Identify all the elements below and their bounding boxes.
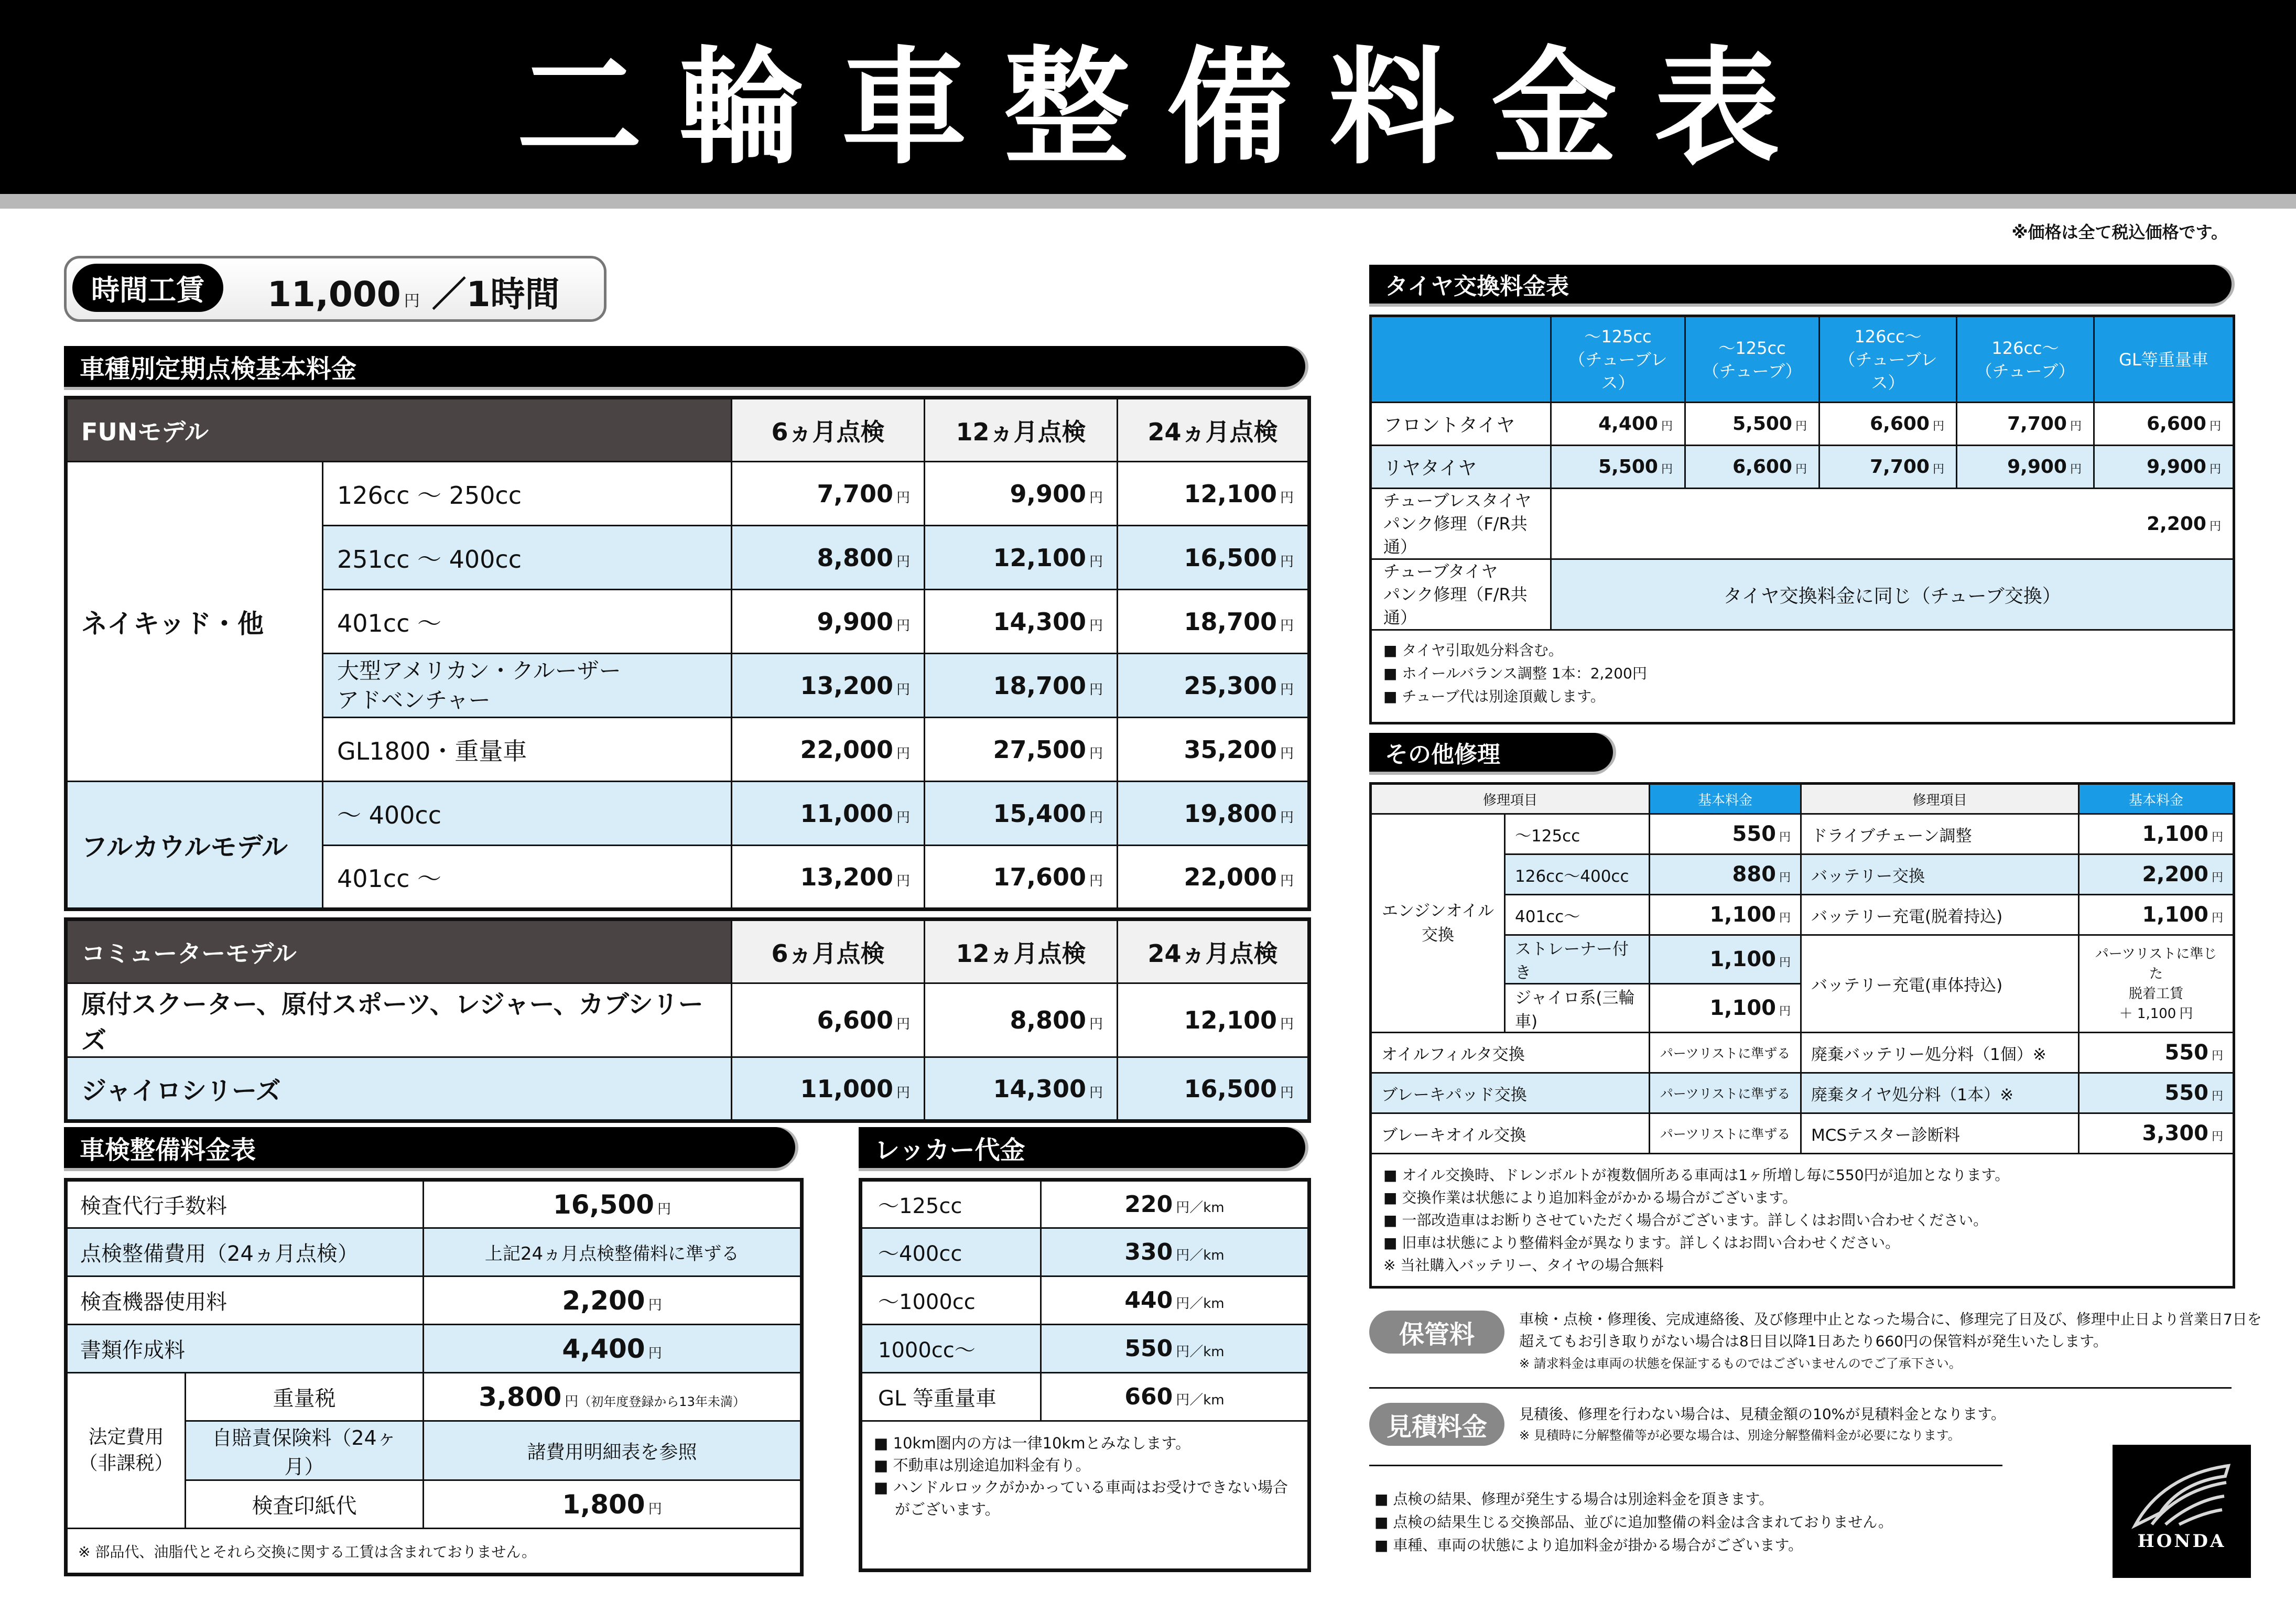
price-cell: 1,100 円 <box>1650 895 1801 935</box>
price-cell: 13,200 円 <box>732 654 925 718</box>
price-cell: 8,800 円 <box>925 983 1118 1057</box>
other-repair-table <box>1369 782 2235 1289</box>
row-label: ～ 400cc <box>323 782 732 846</box>
row-label: チューブレスタイヤ パンク修理（F/R共通） <box>1371 489 1551 559</box>
price-cell: 1,800 円 <box>424 1480 802 1529</box>
price-cell: 2,200 円 <box>2079 854 2234 895</box>
row-label: ブレーキパッド交換 <box>1371 1073 1650 1113</box>
price-cell: 25,300 円 <box>1118 654 1309 718</box>
row-label: チューブタイヤ パンク修理（F/R共通） <box>1371 559 1551 630</box>
row-label: 大型アメリカン・クルーザー アドベンチャー <box>323 654 732 718</box>
labor-rate-price <box>267 266 560 316</box>
towing-notes <box>861 1421 1309 1571</box>
col-6-month: 6ヵ月点検 <box>732 919 925 983</box>
note-line: ※ 見積時に分解整備等が必要な場合は、別途分解整備料金が必要になります。 <box>1519 1428 1961 1443</box>
row-label: 126cc ～ 250cc <box>323 462 732 526</box>
other-notes <box>1371 1154 2234 1287</box>
price-cell: 16,500 円 <box>1118 526 1309 590</box>
tire-col: GL等重量車 <box>2094 316 2234 403</box>
row-label: ～1000cc <box>861 1276 1041 1325</box>
price-cell: 19,800 円 <box>1118 782 1309 846</box>
legal-fees-label: 法定費用 （非課税） <box>66 1373 186 1529</box>
commuter-model-header: コミューターモデル <box>66 919 732 983</box>
commuter-model-table <box>64 917 1311 1123</box>
note-line: ■ チューブ代は別途頂戴します。 <box>1383 688 1605 705</box>
estimate-fee-text <box>1519 1404 2006 1446</box>
note-line: ■ ハンドルロックがかかっている車両はお受けできない場合 <box>874 1478 1288 1496</box>
col-24-month: 24ヵ月点検 <box>1118 919 1309 983</box>
row-label: オイルフィルタ交換 <box>1371 1033 1650 1073</box>
row-label: バッテリー充電(脱着持込) <box>1801 895 2079 935</box>
row-label: 401cc ～ <box>323 846 732 910</box>
price-cell: 6,600 円 <box>2094 403 2234 446</box>
row-label: 251cc ～ 400cc <box>323 526 732 590</box>
col-item: 修理項目 <box>1801 784 2079 814</box>
tire-notes <box>1371 630 2234 723</box>
row-label: 126cc～400cc <box>1505 854 1650 895</box>
price-cell: 13,200 円 <box>732 846 925 910</box>
price-cell: 2,200 円 <box>424 1276 802 1325</box>
page-title: 二輪車整備料金表 <box>516 34 1816 181</box>
inspection-table <box>64 1178 804 1576</box>
col-12-month: 12ヵ月点検 <box>925 398 1118 462</box>
row-label: バッテリー交換 <box>1801 854 2079 895</box>
row-label: バッテリー充電(車体持込) <box>1801 935 2079 1033</box>
note-line: ■ 不動車は別途追加料金有り。 <box>874 1456 1091 1474</box>
row-label: ～125cc <box>1505 814 1650 854</box>
note-line: 見積後、修理を行わない場合は、見積金額の10%が見積料金となります。 <box>1519 1405 2006 1423</box>
price-cell: 12,100 円 <box>1118 983 1309 1057</box>
divider <box>1369 1465 2002 1466</box>
row-label: 自賠責保険料（24ヶ月） <box>186 1421 424 1480</box>
price-cell: 11,000 円 <box>732 782 925 846</box>
tire-table <box>1369 315 2235 724</box>
note-line: ■ 交換作業は状態により追加料金がかかる場合がございます。 <box>1383 1189 1797 1206</box>
price-cell: 18,700 円 <box>925 654 1118 718</box>
yen-mark: 円 <box>404 292 420 310</box>
col-price: 基本料金 <box>2079 784 2234 814</box>
tire-corner <box>1371 316 1551 403</box>
price-cell: 5,500 円 <box>1685 403 1820 446</box>
price-cell: 220 円／km <box>1041 1180 1309 1228</box>
price-cell: 6,600 円 <box>1820 403 1957 446</box>
price-cell: 7,700 円 <box>732 462 925 526</box>
price-cell: 550 円 <box>1650 814 1801 854</box>
price-cell: 7,700 円 <box>1957 403 2094 446</box>
tax-note: ※価格は全て税込価格です。 <box>2011 222 2228 242</box>
engine-oil-label: エンジンオイル 交換 <box>1371 814 1505 1033</box>
price-cell: 12,100 円 <box>925 526 1118 590</box>
group-full-cowl: フルカウルモデル <box>66 782 323 910</box>
note-line: ■ 旧車は状態により整備料金が異なります。詳しくはお問い合わせください。 <box>1383 1234 1900 1251</box>
price-cell: 5,500 円 <box>1551 446 1685 489</box>
note-line: ※ 請求料金は車両の状態を保証するものではございませんのでご了承下さい。 <box>1519 1356 1962 1371</box>
row-label: ～125cc <box>861 1180 1041 1228</box>
row-label: MCSテスター診断料 <box>1801 1113 2079 1154</box>
tire-section-title: タイヤ交換料金表 <box>1369 265 2232 304</box>
price-cell: 1,100 円 <box>1650 935 1801 984</box>
col-price: 基本料金 <box>1650 784 1801 814</box>
header-strip <box>0 194 2296 209</box>
price-cell: 9,900 円 <box>1957 446 2094 489</box>
price-cell: 12,100 円 <box>1118 462 1309 526</box>
honda-wing-icon <box>2131 1463 2233 1531</box>
tire-col: ～125cc （チューブレス） <box>1551 316 1685 403</box>
row-label: ～400cc <box>861 1228 1041 1276</box>
storage-fee-text <box>1519 1308 2262 1375</box>
price-cell: 35,200 円 <box>1118 718 1309 782</box>
note-line: ■ 10km圏内の方は一律10kmとみなします。 <box>874 1434 1191 1452</box>
price-text: パーツリストに準じた 脱着工賃 ＋ 1,100 円 <box>2079 935 2234 1033</box>
price-cell: 7,700 円 <box>1820 446 1957 489</box>
price-cell: 2,200 円 <box>1551 489 2234 559</box>
row-label: 廃棄タイヤ処分料（1本）※ <box>1801 1073 2079 1113</box>
note-line: ■ 点検の結果、修理が発生する場合は別途料金を頂きます。 <box>1374 1490 1774 1508</box>
note-line: ■ 一部改造車はお断りさせていただく場合がございます。詳しくはお問い合わせください。 <box>1383 1211 1988 1229</box>
row-label: 重量税 <box>186 1373 424 1421</box>
note-line: ■ ホイールバランス調整 1本：2,200円 <box>1383 665 1647 682</box>
price-cell: 22,000 円 <box>1118 846 1309 910</box>
price-cell: 550 円 <box>2079 1033 2234 1073</box>
price-cell: 4,400 円 <box>424 1325 802 1373</box>
storage-fee-tag: 保管料 <box>1369 1311 1504 1354</box>
price-cell: 1,100 円 <box>1650 984 1801 1033</box>
fun-model-table <box>64 396 1311 911</box>
price-cell: 660 円／km <box>1041 1373 1309 1421</box>
note-line: ■ オイル交換時、ドレンボルトが複数個所ある車両は1ヶ所増し毎に550円が追加となります。 <box>1383 1166 2010 1184</box>
fun-model-header: FUNモデル <box>66 398 732 462</box>
price-cell: 440 円／km <box>1041 1276 1309 1325</box>
divider <box>1369 1387 2232 1389</box>
final-notes <box>1374 1488 1893 1557</box>
labor-price-unit: ／1時間 <box>431 274 560 315</box>
row-label: 点検整備費用（24ヵ月点検） <box>66 1228 424 1276</box>
row-label: 検査代行手数料 <box>66 1180 424 1228</box>
col-item: 修理項目 <box>1371 784 1650 814</box>
col-6-month: 6ヵ月点検 <box>732 398 925 462</box>
row-label: 401cc ～ <box>323 590 732 654</box>
price-cell: 9,900 円 <box>925 462 1118 526</box>
row-label: フロントタイヤ <box>1371 403 1551 446</box>
note-line: 超えてもお引き取りがない場合は8日目以降1日あたり660円の保管料が発生いたします。 <box>1519 1333 2108 1350</box>
tire-col: 126cc～ （チューブ） <box>1957 316 2094 403</box>
periodic-section-title: 車種別定期点検基本料金 <box>64 346 1305 387</box>
price-cell: 6,600 円 <box>1685 446 1820 489</box>
row-label: 1000cc～ <box>861 1325 1041 1373</box>
row-label: ジャイロ系(三輪車) <box>1505 984 1650 1033</box>
price-cell: 4,400 円 <box>1551 403 1685 446</box>
labor-price-value: 11,000 <box>267 274 401 315</box>
price-cell: 1,100 円 <box>2079 895 2234 935</box>
row-label: 原付スクーター、原付スポーツ、レジャー、カブシリーズ <box>66 983 732 1057</box>
tire-col: ～125cc （チューブ） <box>1685 316 1820 403</box>
price-text: タイヤ交換料金に同じ（チューブ交換） <box>1551 559 2234 630</box>
row-label: ドライブチェーン調整 <box>1801 814 2079 854</box>
price-cell: 3,800 円（初年度登録から13年未満） <box>424 1373 802 1421</box>
group-naked: ネイキッド・他 <box>66 462 323 782</box>
price-text: パーツリストに準ずる <box>1650 1113 1801 1154</box>
price-cell: 27,500 円 <box>925 718 1118 782</box>
price-cell: 9,900 円 <box>2094 446 2234 489</box>
price-text: 上記24ヵ月点検整備料に準ずる <box>424 1228 802 1276</box>
row-label: 検査印紙代 <box>186 1480 424 1529</box>
row-label: ジャイロシリーズ <box>66 1057 732 1121</box>
row-label: GL1800・重量車 <box>323 718 732 782</box>
row-label: 検査機器使用料 <box>66 1276 424 1325</box>
price-cell: 14,300 円 <box>925 1057 1118 1121</box>
honda-logo-text: HONDA <box>2137 1531 2226 1552</box>
inspection-section-title: 車検整備料金表 <box>64 1127 795 1168</box>
col-12-month: 12ヵ月点検 <box>925 919 1118 983</box>
note-line: がございます。 <box>895 1500 1000 1518</box>
row-label: ストレーナー付き <box>1505 935 1650 984</box>
price-text: パーツリストに準ずる <box>1650 1073 1801 1113</box>
towing-section-title: レッカー代金 <box>859 1127 1305 1168</box>
col-24-month: 24ヵ月点検 <box>1118 398 1309 462</box>
estimate-fee-tag: 見積料金 <box>1369 1403 1504 1446</box>
inspection-footnote: ※ 部品代、油脂代とそれら交換に関する工賃は含まれておりません。 <box>66 1529 802 1575</box>
price-cell: 550 円 <box>2079 1073 2234 1113</box>
note-line: ※ 当社購入バッテリー、タイヤの場合無料 <box>1383 1257 1664 1274</box>
labor-rate-tag: 時間工賃 <box>72 264 223 312</box>
row-label: 401cc～ <box>1505 895 1650 935</box>
price-text: パーツリストに準ずる <box>1650 1033 1801 1073</box>
price-text: 諸費用明細表を参照 <box>424 1421 802 1480</box>
row-label: ブレーキオイル交換 <box>1371 1113 1650 1154</box>
price-cell: 15,400 円 <box>925 782 1118 846</box>
towing-table <box>859 1178 1311 1572</box>
row-label: リヤタイヤ <box>1371 446 1551 489</box>
price-cell: 550 円／km <box>1041 1325 1309 1373</box>
other-section-title: その他修理 <box>1369 733 1613 772</box>
price-cell: 22,000 円 <box>732 718 925 782</box>
note-line: ■ 車種、車両の状態により追加料金が掛かる場合がございます。 <box>1374 1537 1803 1554</box>
row-label: GL 等重量車 <box>861 1373 1041 1421</box>
price-cell: 880 円 <box>1650 854 1801 895</box>
note-line: ■ タイヤ引取処分料含む。 <box>1383 642 1563 659</box>
note-line: 車検・点検・修理後、完成連絡後、及び修理中止となった場合に、修理完了日及び、修理中止日より営業日7日を <box>1519 1311 2262 1328</box>
price-cell: 14,300 円 <box>925 590 1118 654</box>
note-line: ■ 点検の結果生じる交換部品、並びに追加整備の料金は含まれておりません。 <box>1374 1513 1893 1531</box>
price-cell: 16,500 円 <box>424 1180 802 1228</box>
price-cell: 18,700 円 <box>1118 590 1309 654</box>
row-label: 廃棄バッテリー処分料（1個）※ <box>1801 1033 2079 1073</box>
price-cell: 8,800 円 <box>732 526 925 590</box>
price-cell: 1,100 円 <box>2079 814 2234 854</box>
price-cell: 11,000 円 <box>732 1057 925 1121</box>
tire-col: 126cc～ （チューブレス） <box>1820 316 1957 403</box>
price-cell: 330 円／km <box>1041 1228 1309 1276</box>
row-label: 書類作成料 <box>66 1325 424 1373</box>
price-cell: 6,600 円 <box>732 983 925 1057</box>
price-cell: 16,500 円 <box>1118 1057 1309 1121</box>
price-cell: 9,900 円 <box>732 590 925 654</box>
price-cell: 17,600 円 <box>925 846 1118 910</box>
price-cell: 3,300 円 <box>2079 1113 2234 1154</box>
